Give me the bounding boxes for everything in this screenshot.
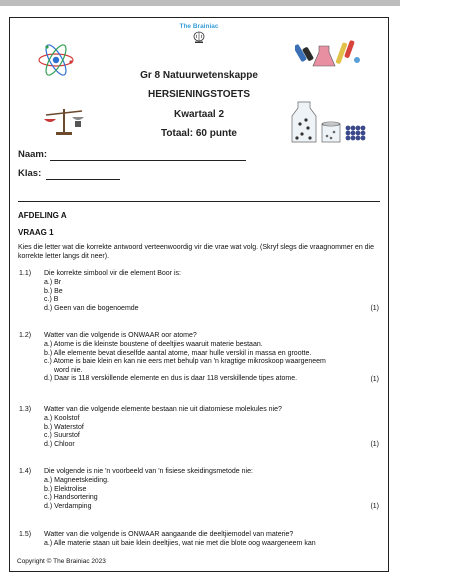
answer-options (44, 540, 316, 549)
copyright-footer: Copyright © The Brainiac 2023 (17, 558, 106, 565)
question-1-2 (19, 332, 381, 394)
brand-name: The Brainiac (179, 23, 219, 30)
option-a: a.) Br (44, 279, 62, 286)
question-text: Watter van die volgende is ONWAAR aangaande die deeltjiemodel van materie? (44, 531, 294, 538)
question-text: Die korrekte simbool vir die element Boor is: (44, 270, 181, 277)
option-b: b.) Be (44, 287, 63, 295)
answer-options (44, 477, 109, 511)
option-b: b.) Waterstof (44, 423, 84, 431)
question-number: 1.5) (19, 531, 32, 538)
term-heading: Kwartaal 2 (173, 109, 225, 120)
test-name-heading: HERSIENINGSTOETS (147, 89, 251, 100)
balance-scale-icon (42, 105, 86, 137)
option-a: a.) Alle materie staan uit baie klein deeltjies, wat nie met die blote oog waargeneem kan (44, 540, 316, 547)
question-text: Watter van die volgende elemente bestaan nie uit diatomiese molekules nie? (44, 406, 282, 413)
option-b: b.) Elektrolise (44, 485, 87, 493)
option-d: d.) Verdamping (44, 502, 92, 510)
mark-allocation: (1) (370, 441, 379, 448)
section-divider (18, 201, 380, 202)
question-label: VRAAG 1 (18, 228, 54, 237)
question-1-3 (19, 406, 381, 458)
question-number: 1.3) (19, 406, 32, 413)
option-d: d.) Geen van die bogenoemde (44, 304, 139, 312)
option-a: a.) Magneetskeiding. (44, 477, 109, 484)
question-1-1 (19, 270, 381, 322)
name-field-line[interactable] (50, 160, 246, 161)
option-c: c.) Suurstof (44, 432, 80, 440)
lab-equipment-icon (295, 38, 363, 72)
option-b: b.) Alle elemente bevat dieselfde aantal atome, maar hulle verskil in massa en grootte. (44, 349, 312, 357)
grade-subject-heading: Gr 8 Natuurwetenskappe (140, 70, 258, 81)
option-a: a.) Atome is die kleinste boustene of deeltjies waaruit materie bestaan. (44, 341, 263, 348)
question-1-4 (19, 468, 381, 520)
class-field-line[interactable] (46, 179, 120, 180)
instructions-text: Kies die letter wat die korrekte antwoord verteenwoordig vir die vrae wat volg. (Skryf slegs die vraagnommer en die korrekte letter langs dit neer). (18, 244, 374, 260)
molecule-jars-icon (290, 98, 370, 146)
answer-options (44, 279, 139, 313)
question-number: 1.1) (19, 270, 32, 277)
brain-logo-icon (192, 31, 206, 44)
question-text: Die volgende is nie 'n voorbeeld van 'n fisiese skeidingsmetode nie: (44, 468, 253, 475)
option-a: a.) Koolstof (44, 415, 80, 422)
option-c: c.) Atome is baie klein en kan nie eers met behulp van 'n kragtige mikroskoop waargeneem (44, 358, 326, 366)
mark-allocation: (1) (370, 305, 379, 312)
answer-options (44, 341, 326, 384)
option-d: d.) Chloor (44, 440, 75, 448)
top-scrollbar-strip (0, 0, 400, 6)
option-d: d.) Daar is 118 verskillende elemente en dus is daar 118 verskillende tipes atome. (44, 375, 298, 383)
question-number: 1.2) (19, 332, 32, 339)
option-c-continued: word nie. (54, 366, 83, 374)
mark-allocation: (1) (370, 376, 379, 383)
worksheet-page (9, 17, 389, 572)
question-number: 1.4) (19, 468, 32, 475)
name-field-label: Naam: (18, 149, 48, 160)
question-1-5 (19, 531, 381, 553)
option-c: c.) B (44, 296, 59, 304)
option-c: c.) Handsortering (44, 494, 98, 502)
mark-allocation: (1) (370, 503, 379, 510)
question-text: Watter van die volgende is ONWAAR oor atome? (44, 332, 197, 339)
total-marks-heading: Totaal: 60 punte (161, 128, 237, 139)
class-field-label: Klas: (18, 168, 42, 179)
section-title: AFDELING A (18, 211, 67, 220)
answer-options (44, 415, 84, 449)
